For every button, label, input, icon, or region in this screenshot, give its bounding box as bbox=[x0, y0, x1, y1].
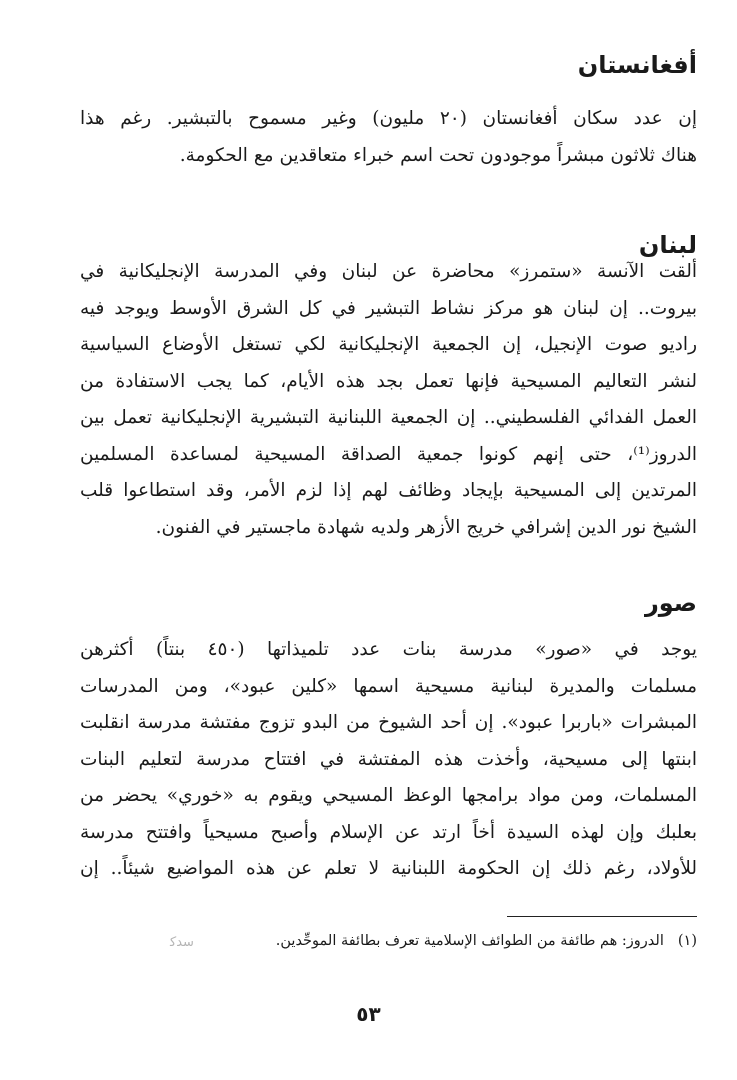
footnote bbox=[276, 930, 697, 952]
text-line: للأولاد، رغم ذلك إن الحكومة اللبنانية لا تعلم عن هذه المواضيع شيئاً.. إن bbox=[80, 858, 697, 879]
pencil-annotation: ﺳﺪﻛ bbox=[170, 935, 194, 950]
text-line: العمل الفدائي الفلسطيني.. إن الجمعية اللبنانية التبشيرية الإنجليكانية تعمل بين bbox=[80, 407, 697, 428]
text-line: بيروت.. إن لبنان هو مركز نشاط التبشير في كل الشرق الأوسط ويوجد فيه bbox=[80, 297, 697, 319]
paragraph-afghanistan bbox=[80, 101, 697, 174]
text-line: الشيخ نور الدين إشرافي خريج الأزهر ولديه شهادة ماجستير في الفنون. bbox=[155, 516, 697, 538]
text-line: بعلبك وإن لهذه السيدة أخاً ارتد عن الإسلام وأصبح مسيحياً وافتتح مدرسة bbox=[80, 821, 697, 843]
section-heading-afghanistan: أفغانستان bbox=[577, 51, 697, 79]
text-line: المرتدين إلى المسيحية بإيجاد وظائف لهم إذا لزم الأمر، وقد استطاعوا قلب bbox=[80, 480, 697, 501]
footnote-divider bbox=[507, 916, 697, 917]
section-heading-tyre: صور bbox=[644, 589, 697, 617]
text-line: مسلمات والمديرة لبنانية مسيحية اسمها «كلين عبود»، ومن المدرسات bbox=[80, 675, 697, 697]
text-line: ألقت الآنسة «ستمرز» محاضرة عن لبنان وفي المدرسة الإنجليكانية في bbox=[80, 261, 697, 282]
paragraph-tyre bbox=[80, 632, 697, 888]
text-line: هناك ثلاثون مبشراً موجودون تحت اسم خبراء متعاقدين مع الحكومة. bbox=[179, 144, 697, 166]
text-line: يوجد في «صور» مدرسة بنات عدد تلميذاتها (٤٥٠ بنتاً) أكثرهن bbox=[80, 639, 697, 660]
footnote-number: (١) bbox=[677, 933, 697, 949]
text-line: إن عدد سكان أفغانستان (٢٠ مليون) وغير مسموح بالتبشير. رغم هذا bbox=[80, 108, 697, 129]
text-line: راديو صوت الإنجيل، إن الجمعية الإنجليكانية لكي تستغل الأوضاع السياسية bbox=[80, 334, 697, 355]
text-line: الدروز⁽¹⁾، حتى إنهم كونوا جمعية الصداقة المسيحية لمساعدة المسلمين bbox=[80, 443, 697, 465]
page-number: ٥٣ bbox=[356, 1002, 381, 1026]
text-line: ابنتها إلى مسيحية، وأخذت هذه المفتشة في افتتاح مدرسة لتعليم البنات bbox=[80, 748, 697, 770]
text-line: المبشرات «باربرا عبود». إن أحد الشيوخ من البدو تزوج مفتشة مدرسة انقلبت bbox=[80, 712, 697, 733]
section-heading-lebanon: لبنان bbox=[638, 231, 697, 259]
text-line: المسلمات، ومن مواد برامجها الوعظ المسيحي ويقوم به «خوري» يحضر من bbox=[80, 785, 697, 806]
footnote-text: الدروز: هم طائفة من الطوائف الإسلامية تعرف بطائفة الموحِّدين. bbox=[275, 933, 664, 949]
paragraph-lebanon bbox=[80, 254, 697, 546]
text-line: لنشر التعاليم المسيحية فإنها تعمل بجد هذه الأيام، كما يجب الاستفادة من bbox=[80, 370, 697, 392]
